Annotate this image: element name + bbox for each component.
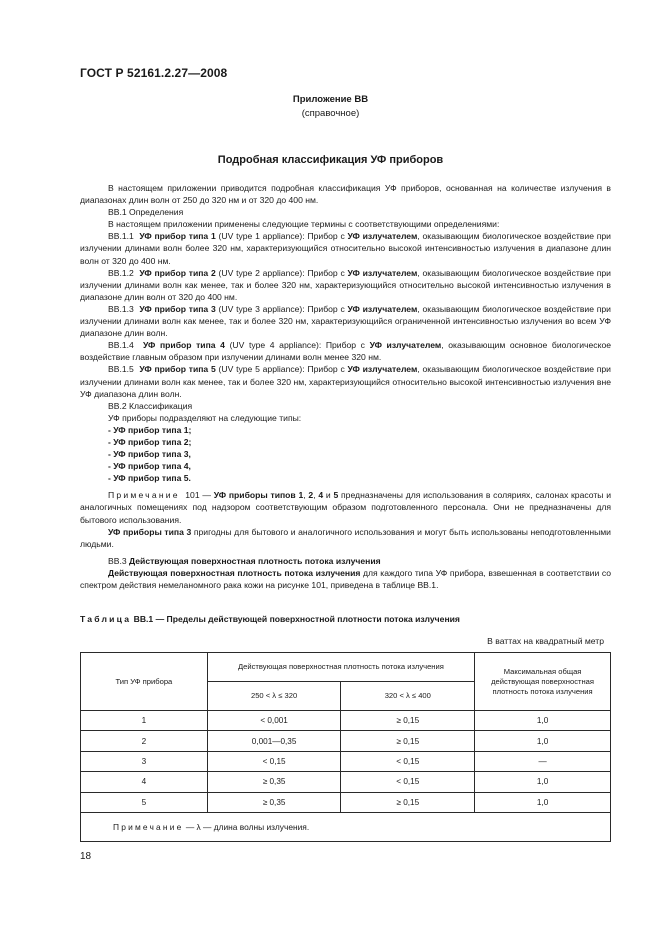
definition-bb11 — [80, 230, 611, 266]
term: УФ прибор типа 3 — [139, 303, 216, 314]
term-paren: (UV type 1 appliance): Прибор с — [218, 231, 345, 242]
term-paren: (UV type 4 appliance): Прибор с — [229, 340, 365, 351]
cell-range-a: ≥ 0,35 — [207, 792, 341, 812]
section-bb3-text — [80, 567, 611, 591]
table-caption-label: Таблица — [80, 614, 132, 624]
cell-total: 1,0 — [475, 772, 611, 792]
term: УФ прибор типа 4 — [143, 340, 225, 351]
clause-number: ВВ.3 — [108, 555, 127, 566]
cell-range-b: ≥ 0,15 — [341, 711, 475, 731]
cell-type: 1 — [81, 711, 208, 731]
cell-type: 4 — [81, 772, 208, 792]
intro-paragraph: В настоящем приложении приводится подробная классификация УФ приборов, основанная на количестве излучения в диапазонах длин волн от 250 до 320 нм и от 320 до 400 нм. — [80, 183, 611, 206]
note-type3 — [80, 526, 611, 550]
page-number: 18 — [80, 851, 92, 862]
main-title: Подробная классификация УФ приборов — [217, 154, 444, 166]
term-emitter: УФ излучателем — [369, 340, 442, 351]
header-irradiance: Действующая поверхностная плотность потока излучения — [207, 653, 474, 682]
table-units: В ваттах на квадратный метр — [487, 636, 604, 646]
note-text: предназначены для использования в соляриях, салонах красоты и аналогичных помещениях под надзором соответствующим образом подготовленного персонала. Они не предназначены для бытового использования. — [80, 490, 612, 525]
annex-heading — [0, 93, 661, 121]
annex-subtitle: (справочное) — [301, 108, 360, 119]
table-row — [81, 731, 611, 751]
section-bb2-heading: ВВ.2 Классификация — [108, 400, 193, 411]
cell-range-b: < 0,15 — [341, 751, 475, 771]
term-emitter: УФ излучателем — [347, 303, 418, 314]
term: Действующая поверхностная плотность потока излучения — [108, 567, 361, 578]
type-list-item: - УФ прибор типа 4, — [108, 461, 191, 472]
limits-table — [80, 652, 611, 842]
cell-total: 1,0 — [475, 711, 611, 731]
clause-number: ВВ.1.1 — [108, 231, 134, 242]
table-note-text: — λ — длина волны излучения. — [185, 821, 310, 832]
table-note — [81, 812, 611, 841]
section-bb2-intro: УФ приборы подразделяют на следующие типы: — [108, 412, 302, 423]
term-emitter: УФ излучателем — [347, 267, 418, 278]
definition-text: , оказывающим биологическое воздействие при излучении длинами волн более 320 нм, характеризующийся относительно высокой интенсивностью излучения в диапазоне длин волн от 320 до 400 нм. — [80, 231, 611, 266]
note-text: пригодны для бытового и аналогичного использования и могут быть использованы неподготовленными людьми. — [80, 526, 611, 549]
header-range-a: 250 < λ ≤ 320 — [207, 682, 341, 711]
term: УФ прибор типа 1 — [139, 231, 216, 242]
table-caption-text: ВВ.1 — Пределы действующей поверхностной плотности потока излучения — [133, 614, 460, 624]
standard-code: ГОСТ Р 52161.2.27—2008 — [80, 66, 228, 80]
definition-text: , оказывающим биологическое воздействие при излучении длинами волн как менее, так и более 320 нм, характеризующийся относительно высокой интенсивностью излучения вне УФ диапазона длин волн. — [80, 364, 611, 399]
cell-type: 3 — [81, 751, 208, 771]
annex-title: Приложение ВВ — [292, 94, 369, 105]
cell-type: 5 — [81, 792, 208, 812]
type-list-item: - УФ прибор типа 1; — [108, 424, 192, 435]
cell-range-b: ≥ 0,15 — [341, 731, 475, 751]
clause-number: ВВ.1.2 — [108, 267, 134, 278]
term: УФ прибор типа 2 — [139, 267, 216, 278]
cell-total: — — [475, 751, 611, 771]
term-emitter: УФ излучателем — [347, 231, 418, 242]
definition-bb12 — [80, 267, 611, 303]
clause-number: ВВ.1.5 — [108, 364, 134, 375]
table-caption — [80, 614, 460, 624]
section-text: для каждого типа УФ прибора, взвешенная в соответствии со спектром действия немеланомного рака кожи на рисунке 101, приведена в таблице ВВ.1. — [80, 567, 611, 590]
cell-total: 1,0 — [475, 792, 611, 812]
type-list-item: - УФ прибор типа 3, — [108, 449, 191, 460]
term-paren: (UV type 3 appliance): Прибор с — [218, 303, 345, 314]
section-title: Действующая поверхностная плотность потока излучения — [129, 555, 381, 566]
note-number: 101 — — [185, 490, 211, 501]
cell-range-a: < 0,001 — [207, 711, 341, 731]
table-row — [81, 772, 611, 792]
cell-range-b: ≥ 0,15 — [341, 792, 475, 812]
type-list-item: - УФ прибор типа 5. — [108, 473, 191, 484]
definition-text: , оказывающим биологическое воздействие при излучении длинами волн как менее, так и более 320 нм, характеризующийся ограниченной интенсивностью излучения во всем УФ диапазоне длин волн. — [80, 303, 611, 339]
body-text — [80, 182, 611, 591]
table-row — [81, 711, 611, 731]
definition-text: , оказывающим биологическое воздействие при излучении длинами волн как менее, так и более 320 нм, характеризующийся относительно высокой интенсивностью излучения в диапазоне длин волн от 320 до 400 нм. — [80, 267, 611, 302]
table-note-label: Примечание — [113, 821, 184, 832]
type-list-item: - УФ прибор типа 2; — [108, 436, 192, 447]
definition-text: , оказывающим основное биологическое воздействие главным образом при излучении длинами волн менее 320 нм. — [80, 340, 612, 363]
term-paren: (UV type 2 appliance): Прибор с — [218, 267, 345, 278]
definition-bb14 — [80, 339, 611, 363]
clause-number: ВВ.1.3 — [108, 303, 134, 314]
section-bb3-heading — [80, 555, 611, 567]
cell-type: 2 — [81, 731, 208, 751]
cell-range-a: ≥ 0,35 — [207, 772, 341, 792]
header-type: Тип УФ прибора — [81, 653, 208, 711]
definition-bb15 — [80, 363, 611, 399]
definition-bb13 — [80, 303, 611, 339]
section-bb1-heading: ВВ.1 Определения — [108, 207, 184, 218]
note-term: УФ приборы типов — [213, 490, 296, 501]
term-emitter: УФ излучателем — [347, 364, 418, 375]
cell-total: 1,0 — [475, 731, 611, 751]
header-range-b: 320 < λ ≤ 400 — [341, 682, 475, 711]
cell-range-a: 0,001—0,35 — [207, 731, 341, 751]
header-total: Максимальная общая действующая поверхностная плотность потока излучения — [475, 653, 611, 711]
clause-number: ВВ.1.4 — [108, 340, 134, 351]
table-row — [81, 751, 611, 771]
cell-range-b: < 0,15 — [341, 772, 475, 792]
term: УФ прибор типа 5 — [139, 364, 216, 375]
note-term: УФ приборы типа 3 — [108, 526, 192, 537]
table-row — [81, 792, 611, 812]
section-bb1-intro: В настоящем приложении применены следующие термины с соответствующими определениями: — [108, 219, 500, 230]
note-101: Примечание 101 — УФ приборы типов 1, 2, 4 и 5 предназначены для использования в соляриях, салонах красоты и аналогичных помещениях под надзором соответствующим образом подготовленного персонала. Они не предназначены для бытового использования. — [80, 490, 612, 525]
note-label: Примечание — [108, 490, 180, 501]
cell-range-a: < 0,15 — [207, 751, 341, 771]
term-paren: (UV type 5 appliance): Прибор с — [218, 364, 345, 375]
